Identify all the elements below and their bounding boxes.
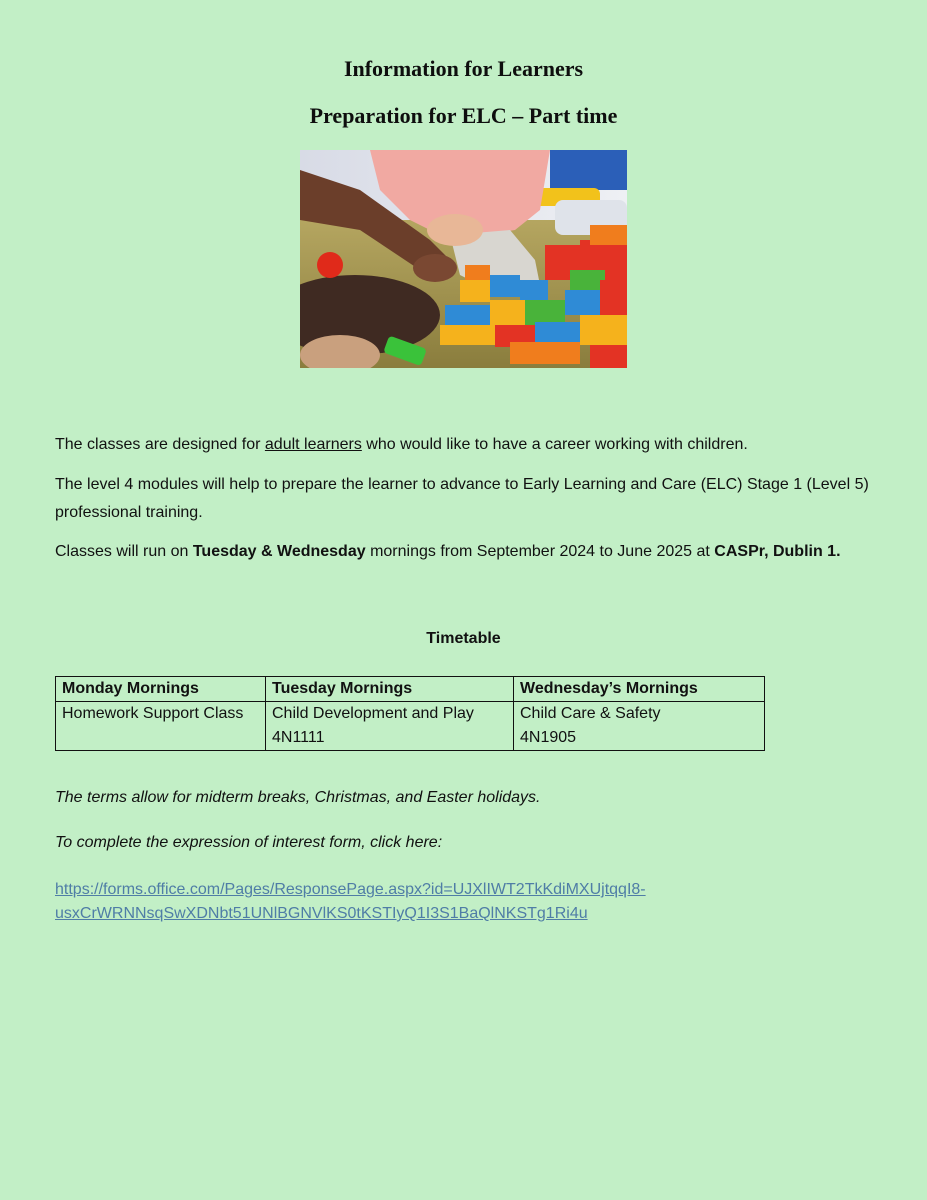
adult-learners-emphasis: adult learners <box>264 436 362 453</box>
header-wednesday: Wednesday’s Mornings <box>514 677 765 702</box>
cell-tuesday <box>266 702 514 751</box>
class-days: Tuesday & Wednesday <box>192 543 366 560</box>
cell-monday <box>56 702 266 751</box>
schedule-paragraph <box>55 538 875 566</box>
interest-form-link[interactable] <box>55 878 695 926</box>
timetable-table <box>55 676 765 751</box>
audience-text-start: The classes are designed for <box>55 436 265 453</box>
timetable-header-row <box>56 677 765 702</box>
wednesday-class-name: Child Care & Safety <box>520 705 661 722</box>
form-url-line2[interactable]: usxCrWRNNsqSwXDNbt51UNlBGNVlKS0tKSTIyQ1I3S1BaQlNKSTg1Ri4u <box>55 905 588 922</box>
audience-text-end: who would like to have a career working with children. <box>361 436 748 453</box>
tuesday-module-code: 4N1111 <box>272 729 325 746</box>
audience-paragraph <box>55 431 875 459</box>
timetable-title: Timetable <box>426 630 501 647</box>
page-subtitle: Preparation for ELC – Part time <box>309 103 618 128</box>
table-row <box>56 702 765 751</box>
schedule-text-start: Classes will run on <box>55 543 193 560</box>
schedule-text-middle: mornings from September 2024 to June 2025 at <box>365 543 715 560</box>
wednesday-module-code: 4N1905 <box>520 729 577 746</box>
form-url-line1[interactable]: https://forms.office.com/Pages/ResponsePage.aspx?id=UJXlIWT2TkKdiMXUjtqqI8- <box>55 881 646 898</box>
monday-class-name: Homework Support Class <box>62 705 244 722</box>
form-prompt: To complete the expression of interest form, click here: <box>55 834 443 851</box>
class-location: CASPr, Dublin 1. <box>714 543 841 560</box>
header-tuesday: Tuesday Mornings <box>266 677 514 702</box>
children-playing-blocks-photo <box>300 150 627 368</box>
cell-wednesday <box>514 702 765 751</box>
level-modules-paragraph: The level 4 modules will help to prepare the learner to advance to Early Learning and Care (ELC) Stage 1 (Level 5) professional training. <box>55 476 869 521</box>
page-title: Information for Learners <box>343 56 584 81</box>
tuesday-class-name: Child Development and Play <box>272 705 474 722</box>
terms-note: The terms allow for midterm breaks, Christmas, and Easter holidays. <box>55 789 541 806</box>
header-monday: Monday Mornings <box>56 677 266 702</box>
